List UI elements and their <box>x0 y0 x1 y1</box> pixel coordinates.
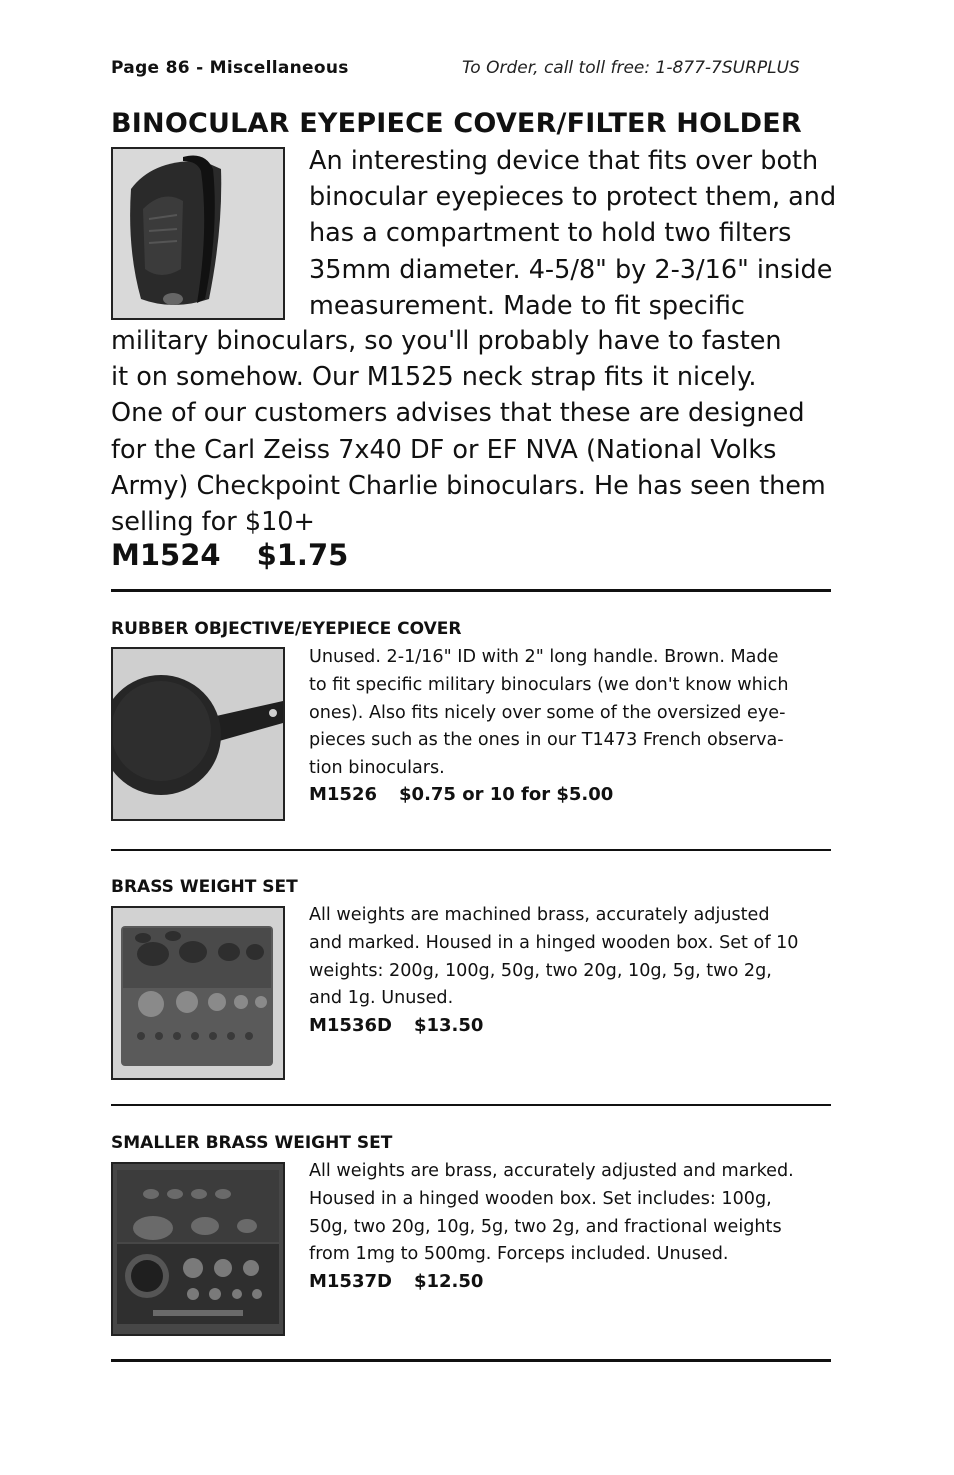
section-divider <box>111 1104 831 1106</box>
small-brass-weight-set-photo <box>111 1162 285 1336</box>
desc-line: Army) Checkpoint Charlie binoculars. He has seen them <box>111 470 826 501</box>
item-price: $12.50 <box>413 1271 484 1292</box>
item-title: SMALLER BRASS WEIGHT SET <box>111 1133 393 1153</box>
page-header-left: Page 86 - Miscellaneous <box>111 58 349 78</box>
item-price-line <box>111 538 348 572</box>
item-price-line <box>309 1015 483 1036</box>
item-sku: M1536D <box>309 1015 392 1036</box>
item-title: BINOCULAR EYEPIECE COVER/FILTER HOLDER <box>111 108 802 139</box>
desc-line: it on somehow. Our M1525 neck strap fits it nicely. <box>111 362 757 393</box>
rubber-cover-photo <box>111 647 285 821</box>
desc-line: All weights are brass, accurately adjusted and marked. <box>309 1161 794 1181</box>
section-divider <box>111 589 831 592</box>
desc-line: ones). Also fits nicely over some of the oversized eye- <box>309 702 786 723</box>
desc-line: All weights are machined brass, accurately adjusted <box>309 905 770 925</box>
item-description <box>309 1158 854 1269</box>
desc-line: to fit specific military binoculars (we don't know which <box>309 674 789 695</box>
desc-line: Housed in a hinged wooden box. Set includes: 100g, <box>309 1188 772 1209</box>
item-sku: M1537D <box>309 1271 392 1292</box>
item-title: BRASS WEIGHT SET <box>111 877 298 897</box>
desc-line: 35mm diameter. 4-5/8" by 2-3/16" inside <box>309 254 833 285</box>
item-description-full <box>111 323 851 540</box>
desc-line: military binoculars, so you'll probably have to fasten <box>111 326 782 356</box>
item-price: $0.75 or 10 for $5.00 <box>399 784 614 805</box>
desc-line: selling for $10+ <box>111 507 315 538</box>
section-divider <box>111 849 831 851</box>
item-description-side <box>309 143 849 324</box>
desc-line: measurement. Made to fit specific <box>309 290 745 321</box>
item-description <box>309 902 854 1013</box>
desc-line: for the Carl Zeiss 7x40 DF or EF NVA (National Volks <box>111 434 777 465</box>
desc-line: has a compartment to hold two filters <box>309 218 792 249</box>
desc-line: pieces such as the ones in our T1473 French observa- <box>309 730 784 751</box>
desc-line: from 1mg to 500mg. Forceps included. Unused. <box>309 1244 729 1265</box>
section-divider <box>111 1359 831 1362</box>
desc-line: An interesting device that fits over both <box>309 146 819 176</box>
item-sku: M1526 <box>309 784 378 805</box>
item-price-line <box>309 784 613 805</box>
item-price-line <box>309 1271 483 1292</box>
item-sku: M1524 <box>111 538 221 572</box>
desc-line: One of our customers advises that these are designed <box>111 398 805 429</box>
desc-line: tion binoculars. <box>309 758 445 779</box>
binocular-cover-photo <box>111 147 285 320</box>
desc-line: binocular eyepieces to protect them, and <box>309 182 837 213</box>
item-price: $1.75 <box>256 538 349 572</box>
item-description <box>309 644 854 783</box>
item-price: $13.50 <box>413 1015 484 1036</box>
desc-line: 50g, two 20g, 10g, 5g, two 2g, and fractional weights <box>309 1216 782 1237</box>
desc-line: and marked. Housed in a hinged wooden box. Set of 10 <box>309 932 799 953</box>
desc-line: Unused. 2-1/16" ID with 2" long handle. Brown. Made <box>309 647 779 667</box>
brass-weight-set-photo <box>111 906 285 1080</box>
desc-line: weights: 200g, 100g, 50g, two 20g, 10g, 5g, two 2g, <box>309 960 772 981</box>
desc-line: and 1g. Unused. <box>309 988 454 1009</box>
page-header-order-info: To Order, call toll free: 1-877-7SURPLUS <box>462 58 800 78</box>
item-title: RUBBER OBJECTIVE/EYEPIECE COVER <box>111 619 462 639</box>
